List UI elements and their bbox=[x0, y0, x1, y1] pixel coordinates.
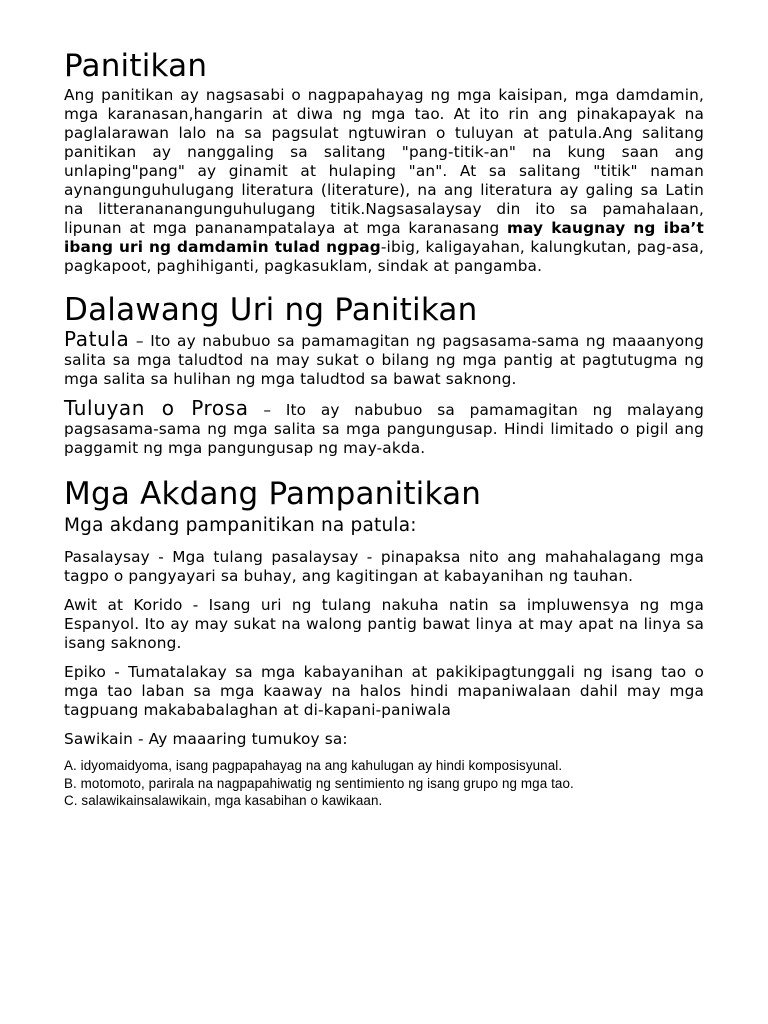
patula-text: – Ito ay nabubuo sa pamamagitan ng pagsasama-sama ng maaanyong salita sa mga taludtod na may sukat o bilang ng mga pantig at pagtutugma ng mga salita sa hulihan ng mga taludtod sa bawat saknong. bbox=[64, 332, 704, 388]
akdang-subtitle: Mga akdang pampanitikan na patula: bbox=[64, 515, 417, 536]
list-item-a: A. idyomaidyoma, isang pagpapahayag na ang kahulugan ay hindi komposisyunal. bbox=[64, 758, 563, 773]
akdang-pampanitikan-heading: Mga Akdang Pampanitikan bbox=[64, 476, 482, 512]
dalawang-uri-heading: Dalawang Uri ng Panitikan bbox=[64, 292, 478, 328]
panitikan-heading: Panitikan bbox=[64, 48, 208, 84]
tuluyan-definition bbox=[64, 396, 704, 458]
panitikan-paragraph-emphasis: may kaugnay ng iba’t ibang uri ng damdamin tulad ngpag bbox=[64, 219, 704, 256]
panitikan-paragraph-start: Ang panitikan ay nagsasabi o nagpapahayag ng mga kaisipan, mga damdamin, mga karanasan,hangarin at diwa ng mga tao. At ito rin ang pinakapayak na paglalarawan lalo na sa pagsulat ngtuwiran o tuluyan at patula.Ang salitang panitikan ay nanggaling sa salitang "pang-titik-an" na kung saan ang unlaping"pang" ay ginamit at hulaping "an". At sa salitang "titik" naman aynangunguhulugang literatura (literature), na ang literatura ay galing sa Latin na litterananangunguhulugang titik.Nagsasalaysay din ito sa pamahalaan, lipunan at mga pananampatalaya at mga karanasang bbox=[64, 86, 704, 237]
item-sawikain: Sawikain - Ay maaaring tumukoy sa: bbox=[64, 730, 348, 748]
list-item-b: B. motomoto, parirala na nagpapahiwatig ng sentimiento ng isang grupo ng mga tao. bbox=[64, 775, 574, 791]
item-epiko: Epiko - Tumatalakay sa mga kabayanihan at pakikipagtunggali ng isang tao o mga tao laban sa mga kaaway na halos hindi mapaniwalaan dahil may mga tagpuang makababalaghan at di-kapani-paniwala bbox=[64, 663, 704, 719]
tuluyan-text: – Ito ay nabubuo sa pamamagitan ng malayang pagsasama-sama ng mga salita sa mga pangungusap. Hindi limitado o pigil ang paggamit ng mga pangungusap ng may-akda. bbox=[64, 401, 704, 457]
list-item-c: C. salawikainsalawikain, mga kasabihan o kawikaan. bbox=[64, 793, 383, 808]
tuluyan-term: Tuluyan o Prosa bbox=[64, 396, 249, 420]
item-pasalaysay: Pasalaysay - Mga tulang pasalaysay - pinapaksa nito ang mahahalagang mga tagpo o pangyayari sa buhay, ang kagitingan at kabayanihan ng tauhan. bbox=[64, 548, 704, 585]
patula-definition bbox=[64, 327, 704, 389]
item-awit-at-korido: Awit at Korido - Isang uri ng tulang nakuha natin sa impluwensya ng mga Espanyol. Ito ay may sukat na walong pantig bawat linya at may apat na linya sa isang saknong. bbox=[64, 596, 704, 652]
patula-term: Patula bbox=[64, 327, 130, 351]
panitikan-paragraph-end: -ibig, kaligayahan, kalungkutan, pag-asa, pagkapoot, paghihiganti, pagkasuklam, sindak at pangamba. bbox=[64, 238, 705, 275]
panitikan-paragraph bbox=[64, 86, 704, 276]
sawikain-list bbox=[64, 757, 704, 810]
